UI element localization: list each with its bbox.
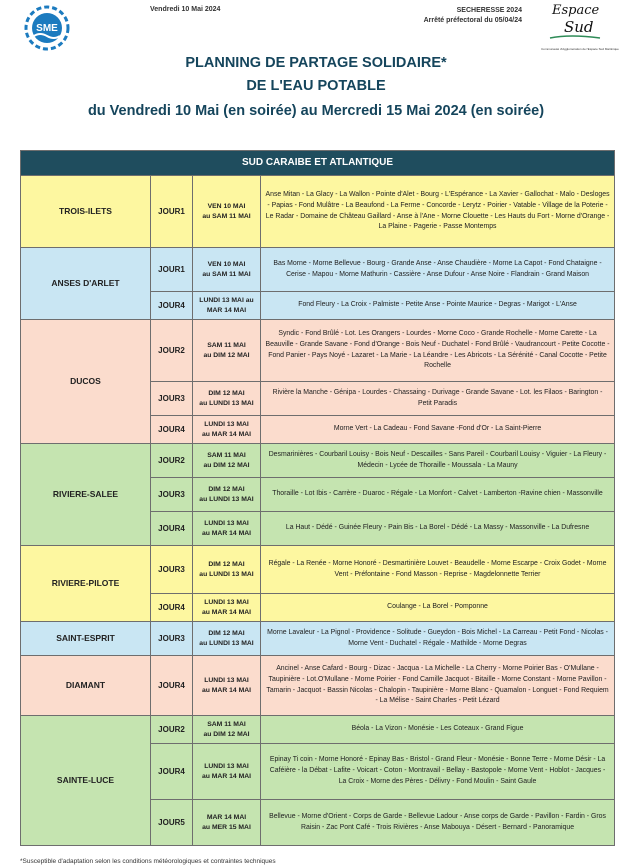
- quartiers-cell: Coulange - La Borel - Pomponne: [261, 594, 615, 622]
- commune-cell: SAINTE-LUCE: [21, 716, 151, 846]
- quartiers-cell: Desmarinières - Courbaril Louisy - Bois Neuf - Descailles - Sans Pareil - Courbaril Louisy - Viguier - La Fleury - Médecin - Lycée de Thoraille - Moussala - La Mauny: [261, 444, 615, 478]
- svg-text:SME: SME: [36, 23, 58, 34]
- jour-cell: JOUR4: [151, 416, 193, 444]
- quartiers-cell: Rivière la Manche - Génipa - Lourdes - Chassaing - Durivage - Grande Savane - Lot. les Filaos - Barington - Petit Paradis: [261, 382, 615, 416]
- quartiers-cell: Béola - La Vizon - Monésie - Les Coteaux - Grand Figue: [261, 716, 615, 744]
- table-row: [21, 176, 615, 248]
- commune-cell: TROIS-ILETS: [21, 176, 151, 248]
- table-row: [21, 546, 615, 594]
- jour-cell: JOUR2: [151, 716, 193, 744]
- quartiers-cell: Régale - La Renée - Morne Honoré - Desmartinière Louvet - Beaudelle - Morne Escarpe - Croix Godet - Morne Vent - Préfontaine - Fond Masson - Reprise - Magdelonnette Terrier: [261, 546, 615, 594]
- period-cell: DIM 12 MAI au LUNDI 13 MAI: [193, 382, 261, 416]
- period-cell: SAM 11 MAI au DIM 12 MAI: [193, 320, 261, 382]
- title-line-3: du Vendredi 10 Mai (en soirée) au Mercredi 15 Mai 2024 (en soirée): [87, 103, 545, 119]
- quartiers-cell: Bas Morne - Morne Bellevue - Bourg - Grande Anse - Anse Chaudière - Morne La Capot - Fond Chataigne - Cerise - Mapou - Morne Mathurin - Cassière - Anse Dufour - Anse Noire - Flandrain - Grand Maison: [261, 248, 615, 292]
- table-row: [21, 248, 615, 292]
- quartiers-cell: Morne Vert - La Cadeau - Fond Savane -Fond d'Or - La Saint-Pierre: [261, 416, 615, 444]
- table-row: [21, 716, 615, 744]
- header-date: Vendredi 10 Mai 2024: [150, 6, 221, 13]
- period-cell: LUNDI 13 MAI au MAR 14 MAI: [193, 416, 261, 444]
- jour-cell: JOUR4: [151, 512, 193, 546]
- table-row: [21, 320, 615, 382]
- table-row: [21, 444, 615, 478]
- commune-cell: DIAMANT: [21, 656, 151, 716]
- quartiers-cell: Fond Fleury - La Croix - Palmiste - Petite Anse - Pointe Maurice - Degras - Marigot - L'Anse: [261, 292, 615, 320]
- quartiers-cell: Thoraille - Lot Ibis - Carrère - Duaroc - Régale - La Monfort - Calvet - Lamberton -Ravine chien - Massonville: [261, 478, 615, 512]
- quartiers-cell: Anse Mitan - La Glacy - La Wallon - Pointe d'Alet - Bourg - L'Espérance - La Xavier - Gallochat - Malo - Desloges - Papias - Fond Mulâtre - La Beaufond - La Ferme - Concorde - Lerytz - Poirier - Vatable - Village de la Poterie - Le Radar - Domaine de Château Gaillard - Anse à l'Ane - Morne Clouette - Les Hauts du Fort - Morne d'Orange - La Plaine - Pagerie - Passe Montemps: [261, 176, 615, 248]
- jour-cell: JOUR5: [151, 800, 193, 846]
- quartiers-cell: Syndic - Fond Brûlé - Lot. Les Orangers - Lourdes - Morne Coco - Grande Rochelle - Morne Carette - La Beauville - Grande Savane - Fond d'Orange - Bois Neuf - Duchatel - Fond Brûlé - Vaudrancourt - Petite Cocotte - Fond Panier - Pays Noyé - Lazaret - La Marie - La Léandre - Les Abricots - La Sérénité - Canal Cocotte - Petite Rochelle: [261, 320, 615, 382]
- svg-text:Communauté d'Agglomération de: Communauté d'Agglomération de l'Espace Sud Martinique: [541, 47, 619, 51]
- quartiers-cell: La Haut - Dédé - Guinée Fleury - Pain Bis - La Borel - Dédé - La Massy - Massonville - La Dufresne: [261, 512, 615, 546]
- jour-cell: JOUR3: [151, 478, 193, 512]
- quartiers-cell: Bellevue - Morne d'Orient - Corps de Garde - Bellevue Ladour - Anse corps de Garde - Pavillon - Fardin - Gros Raisin - Zac Pont Café - Trois Rivières - Anse Mabouya - Désert - Bernard - Panoramique: [261, 800, 615, 846]
- espace-sud-logo: [540, 0, 620, 56]
- period-cell: LUNDI 13 MAI au MAR 14 MAI: [193, 656, 261, 716]
- jour-cell: JOUR1: [151, 248, 193, 292]
- header-decree: [370, 6, 522, 26]
- planning-table: [20, 150, 615, 846]
- jour-cell: JOUR3: [151, 546, 193, 594]
- period-cell: SAM 11 MAI au DIM 12 MAI: [193, 444, 261, 478]
- title-line-1: PLANNING DE PARTAGE SOLIDAIRE*: [185, 55, 447, 71]
- jour-cell: JOUR2: [151, 444, 193, 478]
- period-cell: DIM 12 MAI au LUNDI 13 MAI: [193, 622, 261, 656]
- svg-text:Sud: Sud: [564, 18, 594, 36]
- quartiers-cell: Epinay Ti coin - Morne Honoré - Epinay Bas - Bristol - Grand Fleur - Monésie - Bonne Terre - Morne Désir - La Caféière - la Débat - Lafite - Voicart - Coton - Montravail - Bellay - Bastopole - Morne Vent - Hoblot - Jacques - La Croix - Morne des Pères - Délivry - Fond Moulin - Saint Gaule: [261, 744, 615, 800]
- jour-cell: JOUR4: [151, 656, 193, 716]
- arrete-label: Arrêté préfectoral du 05/04/24: [423, 17, 522, 24]
- jour-cell: JOUR2: [151, 320, 193, 382]
- commune-cell: RIVIERE-SALEE: [21, 444, 151, 546]
- table-row: [21, 656, 615, 716]
- period-cell: VEN 10 MAI au SAM 11 MAI: [193, 248, 261, 292]
- commune-cell: ANSES D'ARLET: [21, 248, 151, 320]
- period-cell: DIM 12 MAI au LUNDI 13 MAI: [193, 546, 261, 594]
- footnote: *Susceptible d'adaptation selon les conditions météorologiques et contraintes techniques: [20, 858, 276, 865]
- quartiers-cell: Morne Lavaleur - La Pignol - Providence - Solitude - Gueydon - Bois Michel - La Carreau - Petit Fond - Nicolas - Morne Vent - Duchatel - Régale - Mathilde - Morne Degras: [261, 622, 615, 656]
- commune-cell: RIVIERE-PILOTE: [21, 546, 151, 622]
- period-cell: DIM 12 MAI au LUNDI 13 MAI: [193, 478, 261, 512]
- commune-cell: SAINT-ESPRIT: [21, 622, 151, 656]
- period-cell: LUNDI 13 MAI au MAR 14 MAI: [193, 292, 261, 320]
- jour-cell: JOUR4: [151, 744, 193, 800]
- jour-cell: JOUR3: [151, 382, 193, 416]
- period-cell: VEN 10 MAI au SAM 11 MAI: [193, 176, 261, 248]
- table-heading: SUD CARAIBE ET ATLANTIQUE: [21, 151, 615, 176]
- title-line-2: DE L'EAU POTABLE: [246, 78, 386, 94]
- period-cell: SAM 11 MAI au DIM 12 MAI: [193, 716, 261, 744]
- table-row: [21, 622, 615, 656]
- svg-text:Espace: Espace: [552, 3, 600, 18]
- period-cell: LUNDI 13 MAI au MAR 14 MAI: [193, 594, 261, 622]
- jour-cell: JOUR1: [151, 176, 193, 248]
- jour-cell: JOUR3: [151, 622, 193, 656]
- jour-cell: JOUR4: [151, 594, 193, 622]
- sme-logo: [20, 4, 74, 52]
- jour-cell: JOUR4: [151, 292, 193, 320]
- period-cell: LUNDI 13 MAI au MAR 14 MAI: [193, 512, 261, 546]
- quartiers-cell: Ancinel - Anse Cafard - Bourg - Dizac - Jacqua - La Michelle - La Cherry - Morne Poirier Bas - O'Mullane - Taupinière - Lot.O'Mullane - Morne Poirier - Fond Camille Jacquot - Bitaille - Morne Constant - Morne Pavillon -Tamarin - Jacquot - Bassin Nicolas - Chalopin - Taupinière - Morne Blanc - Quamalon - Longuet - Fond Requiem - La Mélise - Saint Charles - Petit Lézard: [261, 656, 615, 716]
- period-cell: MAR 14 MAI au MER 15 MAI: [193, 800, 261, 846]
- commune-cell: DUCOS: [21, 320, 151, 444]
- period-cell: LUNDI 13 MAI au MAR 14 MAI: [193, 744, 261, 800]
- secheresse-label: SECHERESSE 2024: [456, 7, 522, 14]
